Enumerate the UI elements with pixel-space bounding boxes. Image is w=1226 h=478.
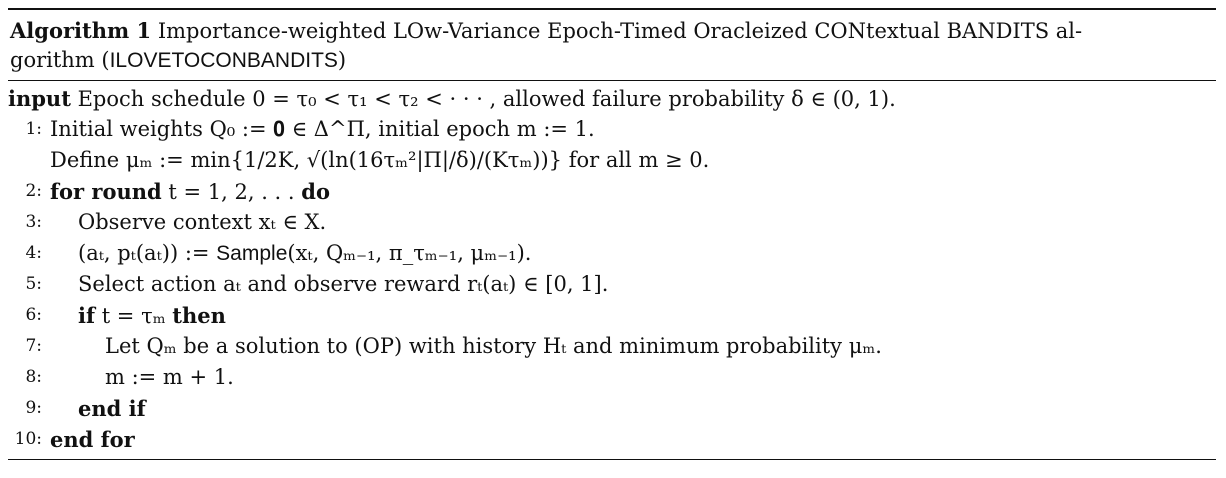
for-keyword: for round [50, 179, 162, 204]
do-keyword: do [301, 179, 330, 204]
algorithm-line [8, 176, 1216, 207]
algorithm-line [8, 114, 1216, 145]
algorithm-title-part2: gorithm ( [10, 48, 110, 72]
algorithm-line [8, 424, 1216, 455]
end-if-keyword: end if [78, 396, 146, 421]
line-text: Let Qₘ be a solution to (OP) with history Hₜ and minimum probability μₘ. [105, 334, 882, 358]
algorithm-line [8, 145, 1216, 176]
line-text: Select action aₜ and observe reward rₜ(aₜ) ∈ [0, 1]. [78, 272, 609, 296]
algorithm-line [8, 393, 1216, 424]
algorithm-body [8, 81, 1216, 459]
line-text: t = τₘ [95, 304, 173, 328]
line-number: 8: [25, 367, 42, 387]
algorithm-line [8, 238, 1216, 269]
algorithm-acronym: ILOVETOCONBANDITS [109, 49, 338, 72]
input-text: Epoch schedule 0 = τ₀ < τ₁ < τ₂ < · · · , allowed failure probability δ ∈ (0, 1). [77, 87, 896, 111]
end-for-keyword: end for [50, 427, 135, 452]
line-text: t = 1, 2, . . . [161, 180, 302, 204]
algorithm-box [8, 8, 1216, 460]
algorithm-title-part1: Importance-weighted LOw-Variance Epoch-Timed Oracleized CONtextual BANDITS al- [157, 19, 1083, 43]
line-number: 4: [25, 243, 42, 263]
line-number: 5: [25, 274, 42, 294]
line-text: (xₜ, Qₘ₋₁, π_τₘ₋₁, μₘ₋₁). [287, 241, 532, 265]
bottom-rule [8, 459, 1216, 460]
algorithm-title-part3: ) [337, 48, 347, 72]
line-number: 3: [25, 212, 42, 232]
line-number: 6: [25, 305, 42, 325]
line-text: Observe context xₜ ∈ X. [78, 210, 327, 234]
algorithm-caption [8, 10, 1216, 80]
algorithm-line [8, 207, 1216, 238]
input-keyword: input [8, 86, 71, 111]
line-number: 9: [25, 398, 42, 418]
line-text: m := m + 1. [105, 365, 234, 389]
line-text: Initial weights Q₀ := 𝟎 ∈ Δ^Π, initial epoch m := 1. [50, 117, 595, 141]
algorithm-line [8, 362, 1216, 393]
sample-function: Sample [216, 242, 288, 265]
algorithm-line [8, 331, 1216, 362]
algorithm-line [8, 300, 1216, 331]
algorithm-label: Algorithm 1 [10, 18, 152, 43]
line-text: (aₜ, pₜ(aₜ)) := [78, 241, 217, 265]
line-number: 2: [25, 181, 42, 201]
line-number: 10: [14, 429, 42, 449]
line-text: Define μₘ := min{1/2K, √(ln(16τₘ²|Π|/δ)/(Kτₘ))} for all m ≥ 0. [50, 148, 710, 172]
line-number: 1: [25, 119, 42, 139]
if-keyword: if [78, 303, 96, 328]
line-number: 7: [25, 336, 42, 356]
then-keyword: then [172, 303, 226, 328]
algorithm-line [8, 269, 1216, 300]
input-line [8, 83, 1216, 114]
